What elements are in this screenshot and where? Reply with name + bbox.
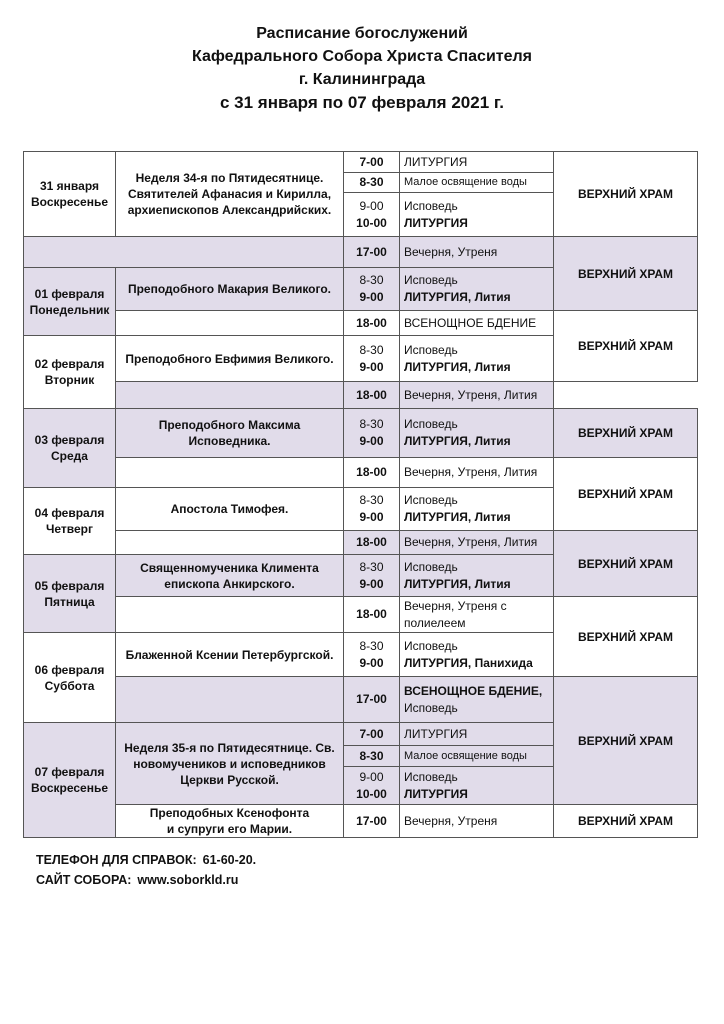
service-cell: Малое освящение воды — [400, 746, 554, 767]
date-label: 01 февраля — [34, 286, 105, 301]
table-row — [24, 531, 698, 555]
title-line-3: г. Калининграда — [298, 71, 426, 88]
time-cell: 18-00 — [344, 311, 400, 336]
weekday-label: Четверг — [45, 522, 94, 536]
service-label: ЛИТУРГИЯ, Лития — [404, 359, 511, 374]
time-cell: 17-00 — [344, 237, 400, 268]
service-label: ЛИТУРГИЯ, Лития — [404, 510, 511, 524]
service-cell: ЛИТУРГИЯ — [400, 723, 554, 746]
feast-cell: Преподобного Максима Исповедника. — [116, 409, 344, 458]
table-row — [24, 805, 698, 838]
service-label: Исповедь — [404, 273, 458, 287]
service-label: Исповедь — [404, 493, 458, 507]
day-cell — [24, 488, 116, 555]
schedule-table — [23, 151, 698, 838]
table-row — [24, 152, 698, 173]
church-cell: ВЕРХНИЙ ХРАМ — [554, 311, 698, 382]
title-line-1: Расписание богослужений — [256, 25, 468, 42]
time-label: 9-00 — [359, 434, 384, 448]
time-label: 8-30 — [359, 342, 384, 357]
time-cell: 18-00 — [344, 458, 400, 488]
title-line-2: Кафедрального Собора Христа Спасителя — [191, 48, 533, 65]
time-cell: 18-00 — [344, 597, 400, 633]
time-label: 9-00 — [359, 198, 384, 213]
day-cell — [24, 336, 116, 409]
site-link[interactable]: www.soborkld.ru — [137, 873, 239, 887]
day-cell — [24, 268, 116, 336]
service-cell: Вечерня, Утреня, Лития — [400, 382, 554, 409]
feast-cell: Блаженной Ксении Петербургской. — [116, 633, 344, 677]
service-cell: Вечерня, Утреня, Лития — [400, 531, 554, 555]
service-label: Исповедь — [404, 769, 458, 784]
date-label: 06 февраля — [34, 662, 105, 677]
feast-cell: Неделя 34-я по Пятидесятнице. Святителей Афанасия и Кирилла, архиепископов Александрийских. — [116, 152, 344, 237]
service-cell: Вечерня, Утреня с полиелеем — [400, 597, 554, 633]
table-row — [24, 237, 698, 268]
site-label: САЙТ СОБОРА: — [36, 873, 132, 887]
service-label: ЛИТУРГИЯ, Лития — [404, 290, 511, 304]
day-cell — [24, 152, 116, 237]
weekday-label: Понедельник — [29, 302, 110, 317]
table-row — [24, 409, 698, 458]
time-label: 8-30 — [359, 273, 384, 287]
date-label: 02 февраля — [34, 357, 105, 371]
weekday-label: Воскресенье — [30, 781, 108, 795]
service-cell: Вечерня, Утреня — [400, 237, 554, 268]
time-label: 8-30 — [359, 559, 384, 574]
table-row — [24, 382, 698, 409]
day-cell — [24, 633, 116, 723]
service-label: Исповедь — [404, 342, 458, 357]
day-cell — [24, 723, 116, 838]
time-label: 10-00 — [356, 786, 387, 801]
time-label: 9-00 — [359, 769, 384, 784]
service-label: Исповедь — [404, 700, 458, 715]
date-label: 03 февраля — [34, 433, 105, 447]
feast-cell: Преподобных Ксенофонта и супруги его Марии. — [116, 805, 344, 838]
day-cell — [24, 555, 116, 633]
site-line — [36, 870, 256, 890]
time-label: 8-30 — [359, 493, 384, 507]
title-date-range: с 31 января по 07 февраля 2021 г. — [220, 93, 504, 112]
service-label: ЛИТУРГИЯ — [404, 215, 468, 230]
service-label: Исповедь — [404, 559, 458, 574]
service-cell: ЛИТУРГИЯ — [400, 152, 554, 173]
service-cell: Вечерня, Утреня, Лития — [400, 458, 554, 488]
service-label: Исповедь — [404, 198, 458, 213]
time-label: 8-30 — [359, 638, 384, 653]
service-label: ЛИТУРГИЯ, Лития — [404, 434, 511, 448]
weekday-label: Вторник — [44, 373, 95, 387]
church-cell: ВЕРХНИЙ ХРАМ — [554, 677, 698, 805]
church-cell: ВЕРХНИЙ ХРАМ — [554, 805, 698, 838]
table-row — [24, 311, 698, 336]
date-label: 05 февраля — [34, 578, 105, 593]
feast-cell: Преподобного Евфимия Великого. — [116, 336, 344, 382]
church-cell: ВЕРХНИЙ ХРАМ — [554, 237, 698, 311]
church-cell: ВЕРХНИЙ ХРАМ — [554, 458, 698, 531]
service-label: ВСЕНОЩНОЕ БДЕНИЕ, — [404, 683, 543, 698]
church-cell: ВЕРХНИЙ ХРАМ — [554, 152, 698, 237]
time-label: 9-00 — [359, 359, 384, 374]
date-label: 07 февраля — [34, 765, 105, 779]
date-label: 31 января — [40, 179, 99, 193]
time-cell: 18-00 — [344, 531, 400, 555]
time-cell: 8-30 — [344, 173, 400, 193]
feast-cell: Преподобного Макария Великого. — [116, 268, 344, 311]
date-label: 04 февраля — [34, 506, 105, 520]
table-row — [24, 677, 698, 723]
table-row — [24, 458, 698, 488]
feast-cell: Неделя 35-я по Пятидесятнице. Св. новомучеников и исповедников Церкви Русской. — [116, 723, 344, 805]
service-cell: ВСЕНОЩНОЕ БДЕНИЕ — [400, 311, 554, 336]
service-label: Исповедь — [404, 417, 458, 431]
time-label: 9-00 — [359, 290, 384, 304]
weekday-label: Суббота — [44, 678, 95, 693]
weekday-label: Пятница — [44, 594, 95, 609]
church-cell: ВЕРХНИЙ ХРАМ — [554, 531, 698, 597]
time-cell: 8-30 — [344, 746, 400, 767]
church-cell: ВЕРХНИЙ ХРАМ — [554, 409, 698, 458]
time-label: 9-00 — [359, 576, 384, 591]
service-label: ЛИТУРГИЯ, Панихида — [404, 655, 533, 670]
phone-label: ТЕЛЕФОН ДЛЯ СПРАВОК: — [36, 853, 197, 867]
feast-cell: Апостола Тимофея. — [116, 488, 344, 531]
time-cell: 7-00 — [344, 152, 400, 173]
weekday-label: Воскресенье — [30, 195, 108, 209]
time-cell: 17-00 — [344, 805, 400, 838]
table-row — [24, 597, 698, 633]
phone-number: 61-60-20. — [202, 853, 257, 867]
church-cell: ВЕРХНИЙ ХРАМ — [554, 597, 698, 677]
service-label: Исповедь — [404, 638, 458, 653]
time-cell: 7-00 — [344, 723, 400, 746]
service-cell: Вечерня, Утреня — [400, 805, 554, 838]
weekday-label: Среда — [51, 449, 88, 463]
time-label: 9-00 — [359, 510, 384, 524]
contact-info — [36, 850, 256, 890]
time-label: 9-00 — [359, 655, 384, 670]
service-label: ЛИТУРГИЯ — [404, 786, 468, 801]
time-cell: 17-00 — [344, 677, 400, 723]
schedule-title — [0, 22, 724, 114]
time-label: 8-30 — [359, 417, 384, 431]
feast-cell: Священномученика Климента епископа Анкирского. — [116, 555, 344, 597]
time-label: 10-00 — [356, 215, 387, 230]
phone-line — [36, 850, 256, 870]
service-cell: Малое освящение воды — [400, 173, 554, 193]
time-cell: 18-00 — [344, 382, 400, 409]
day-cell — [24, 409, 116, 488]
service-label: ЛИТУРГИЯ, Лития — [404, 576, 511, 591]
